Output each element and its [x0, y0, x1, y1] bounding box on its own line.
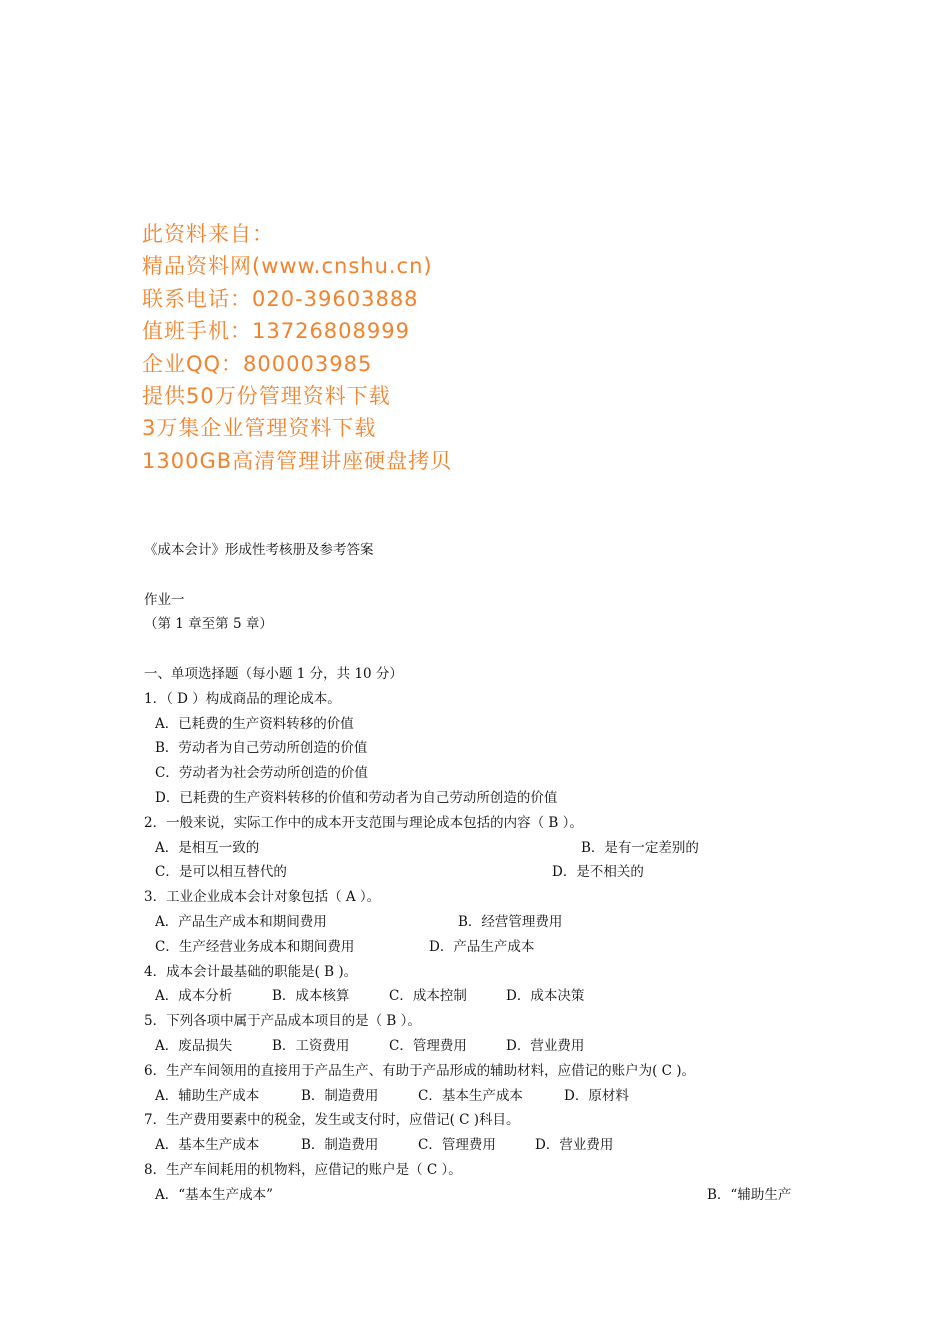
question-7-option-d: D．营业费用	[535, 1137, 614, 1154]
question-1-option-a: A．已耗费的生产资料转移的价值	[155, 715, 354, 732]
question-5-stem: 5．下列各项中属于产品成本项目的是（ B ）。	[144, 1013, 421, 1030]
question-3-options-row-2	[144, 935, 695, 960]
question-3-options-row-1	[144, 910, 695, 935]
promo-line: 提供50万份管理资料下载	[142, 383, 391, 408]
question-5-option-b: B．工资费用	[272, 1037, 350, 1054]
question-2-option-c: C．是可以相互替代的	[155, 864, 287, 881]
question-1-option-c: C．劳动者为社会劳动所创造的价值	[155, 765, 368, 782]
question-7-stem: 7．生产费用要素中的税金，发生或支付时，应借记( C )科目。	[144, 1112, 520, 1129]
question-4-option-a: A．成本分析	[155, 988, 233, 1005]
question-6-option-a: A．辅助生产成本	[155, 1087, 260, 1104]
question-3-option-b: B．经营管理费用	[458, 913, 563, 930]
chapter-range: （第 1 章至第 5 章）	[144, 616, 273, 633]
question-7-option-c: C．管理费用	[418, 1137, 496, 1154]
promo-line: 企业QQ：800003985	[142, 351, 373, 376]
question-1-option-d: D．已耗费的生产资料转移的价值和劳动者为自己劳动所创造的价值	[155, 789, 558, 806]
promo-line: 3万集企业管理资料下载	[142, 416, 377, 441]
section-heading: 一、单项选择题（每小题 1 分，共 10 分）	[144, 665, 403, 682]
question-2-options-row-1	[144, 836, 699, 861]
source-promo-block	[142, 218, 452, 477]
question-3-stem: 3．工业企业成本会计对象包括（ A ）。	[144, 889, 381, 906]
question-8-option-b: B．“辅助生产	[707, 1186, 792, 1203]
question-4-option-c: C．成本控制	[389, 988, 467, 1005]
question-6-stem: 6．生产车间领用的直接用于产品生产、有助于产品形成的辅助材料，应借记的账户为( C )。	[144, 1062, 696, 1079]
promo-line: 值班手机：13726808999	[142, 319, 410, 344]
question-2-option-b: B．是有一定差别的	[581, 839, 699, 856]
promo-line: 联系电话：020-39603888	[142, 286, 419, 311]
question-2-options-row-2	[144, 860, 695, 885]
document-body	[144, 538, 792, 1208]
question-4-option-d: D．成本决策	[506, 988, 585, 1005]
question-3-option-a: A．产品生产成本和期间费用	[155, 913, 327, 930]
question-5-options	[144, 1034, 695, 1059]
question-6-options	[144, 1084, 695, 1109]
question-4-options	[144, 984, 695, 1009]
question-1-option-b: B．劳动者为自己劳动所创造的价值	[155, 740, 368, 757]
question-4-option-b: B．成本核算	[272, 988, 350, 1005]
question-5-option-c: C．管理费用	[389, 1037, 467, 1054]
question-3-option-d: D．产品生产成本	[429, 938, 535, 955]
question-6-option-b: B．制造费用	[301, 1087, 379, 1104]
question-6-option-c: C．基本生产成本	[418, 1087, 523, 1104]
question-5-option-a: A．废品损失	[155, 1037, 233, 1054]
question-2-option-a: A．是相互一致的	[155, 839, 260, 856]
question-3-option-c: C．生产经营业务成本和期间费用	[155, 938, 355, 955]
question-4-stem: 4．成本会计最基础的职能是( B )。	[144, 963, 358, 980]
question-2-stem: 2．一般来说，实际工作中的成本开支范围与理论成本包括的内容（ B ）。	[144, 814, 583, 831]
promo-line: 1300GB高清管理讲座硬盘拷贝	[142, 448, 453, 473]
question-7-options	[144, 1133, 695, 1158]
assignment-heading: 作业一	[144, 591, 185, 608]
question-1-stem: 1．（ D ）构成商品的理论成本。	[144, 690, 341, 707]
question-7-option-a: A．基本生产成本	[155, 1137, 260, 1154]
question-6-option-d: D．原材料	[564, 1087, 629, 1104]
question-8-options	[144, 1183, 792, 1208]
document-title: 《成本会计》形成性考核册及参考答案	[144, 542, 374, 558]
promo-line: 精品资料网(www.cnshu.cn)	[142, 254, 433, 279]
question-8-stem: 8．生产车间耗用的机物料，应借记的账户是（ C ）。	[144, 1161, 462, 1178]
question-2-option-d: D．是不相关的	[552, 864, 644, 881]
promo-line: 此资料来自：	[142, 222, 274, 246]
question-7-option-b: B．制造费用	[301, 1137, 379, 1154]
question-8-option-a: A．“基本生产成本”	[155, 1186, 274, 1203]
question-5-option-d: D．营业费用	[506, 1037, 585, 1054]
